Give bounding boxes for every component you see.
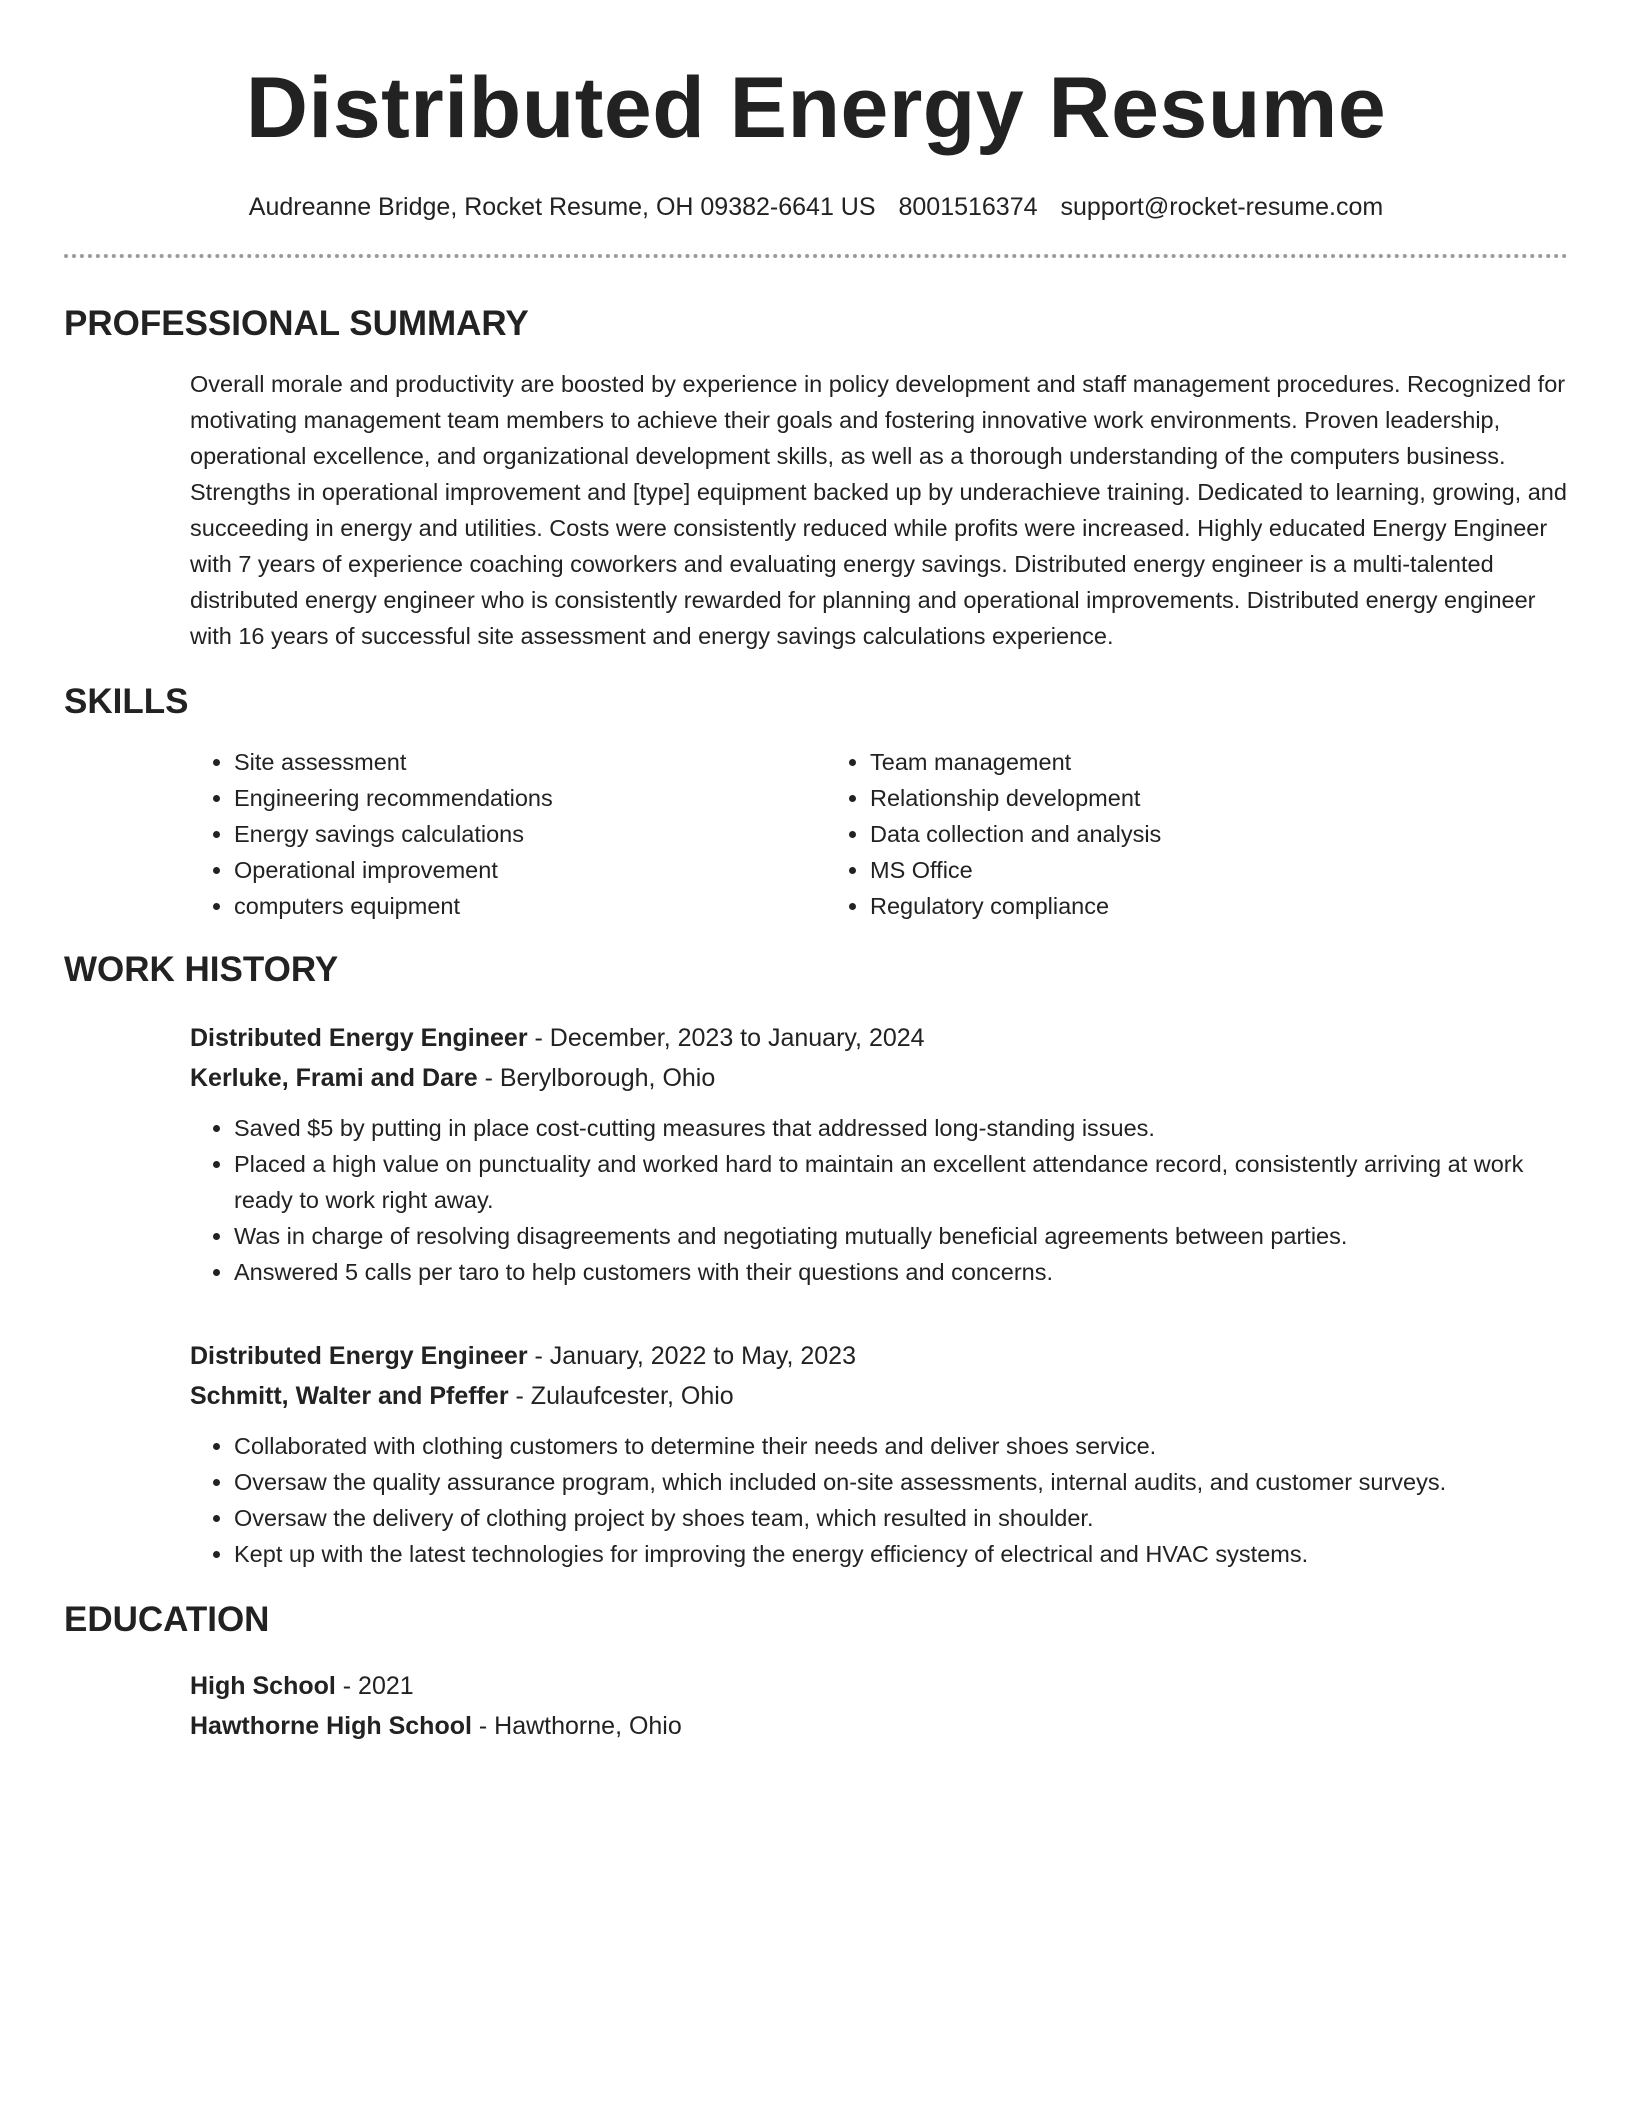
job-bullet: • Oversaw the delivery of clothing project by shoes team, which resulted in shoulder. [234, 1500, 1568, 1536]
contact-phone: 8001516374 [898, 193, 1038, 221]
education-entry [64, 1666, 1568, 1746]
job-location: - Zulaufcester, Ohio [508, 1382, 734, 1410]
job-location: - Berylborough, Ohio [477, 1064, 716, 1092]
education-location: - Hawthorne, Ohio [471, 1712, 682, 1740]
job-bullet: • Oversaw the quality assurance program, which included on-site assessments, internal audits, and customer surveys. [234, 1464, 1568, 1500]
summary-heading: PROFESSIONAL SUMMARY [64, 304, 529, 343]
skill-item: • Team management [870, 744, 1568, 780]
skills-column-left [190, 744, 826, 924]
education-heading: EDUCATION [64, 1600, 270, 1639]
contact-email: support@rocket-resume.com [1060, 193, 1384, 221]
summary-text: Overall morale and productivity are boosted by experience in policy development and staff management procedures. Recognized for motivating management team members to achieve their goals and fostering innovative work environments. Proven leadership, operational excellence, and organizational development skills, as well as a thorough understanding of the computers business. Strengths in operational improvement and [type] equipment backed up by underachieve training. Dedicated to learning, growing, and succeeding in energy and utilities. Costs were consistently reduced while profits were increased. Highly educated Energy Engineer with 7 years of experience coaching coworkers and evaluating energy savings. Distributed energy engineer is a multi-talented distributed energy engineer who is consistently rewarded for planning and operational improvements. Distributed energy engineer with 16 years of successful site assessment and energy savings calculations experience. [190, 371, 1567, 649]
header-divider [64, 254, 1568, 258]
job-bullet: • Saved $5 by putting in place cost-cutting measures that addressed long-standing issues. [234, 1110, 1568, 1146]
skill-item: • computers equipment [234, 888, 826, 924]
job-dates: - January, 2022 to May, 2023 [527, 1342, 856, 1370]
work-history-section [64, 948, 1568, 1572]
contact-address: Audreanne Bridge, Rocket Resume, OH 09382-6641 US [248, 193, 876, 221]
skills-column-right [826, 744, 1568, 924]
job-entry [64, 1336, 1568, 1572]
skill-item: • Relationship development [870, 780, 1568, 816]
resume-title: Distributed Energy Resume [245, 60, 1387, 156]
job-company-line [190, 1376, 1568, 1416]
work-history-heading: WORK HISTORY [64, 950, 339, 989]
job-company: Kerluke, Frami and Dare [190, 1064, 478, 1092]
job-bullet: • Kept up with the latest technologies for improving the energy efficiency of electrical and HVAC systems. [234, 1536, 1568, 1572]
skills-list [64, 744, 1568, 924]
skill-item: • Data collection and analysis [870, 816, 1568, 852]
job-title: Distributed Energy Engineer [190, 1024, 528, 1052]
contact-line [64, 190, 1568, 224]
education-school: Hawthorne High School [190, 1712, 472, 1740]
skill-item: • Energy savings calculations [234, 816, 826, 852]
education-degree: High School [190, 1672, 336, 1700]
job-bullet: • Answered 5 calls per taro to help customers with their questions and concerns. [234, 1254, 1568, 1290]
job-bullets [190, 1428, 1568, 1572]
job-title-line [190, 1018, 1568, 1058]
skill-item: • Engineering recommendations [234, 780, 826, 816]
education-school-line [190, 1706, 1568, 1746]
job-bullets [190, 1110, 1568, 1290]
job-title: Distributed Energy Engineer [190, 1342, 528, 1370]
skills-section [64, 680, 1568, 924]
job-bullet: • Placed a high value on punctuality and worked hard to maintain an excellent attendance record, consistently arriving at work ready to work right away. [234, 1146, 1568, 1218]
job-bullet: • Was in charge of resolving disagreements and negotiating mutually beneficial agreements between parties. [234, 1218, 1568, 1254]
skill-item: • MS Office [870, 852, 1568, 888]
job-entry [64, 1018, 1568, 1290]
job-bullet: • Collaborated with clothing customers to determine their needs and deliver shoes service. [234, 1428, 1568, 1464]
education-year: - 2021 [335, 1672, 414, 1700]
skill-item: • Regulatory compliance [870, 888, 1568, 924]
skill-item: • Site assessment [234, 744, 826, 780]
skills-heading: SKILLS [64, 682, 189, 721]
education-degree-line [190, 1666, 1568, 1706]
job-dates: - December, 2023 to January, 2024 [527, 1024, 925, 1052]
skill-item: • Operational improvement [234, 852, 826, 888]
job-company-line [190, 1058, 1568, 1098]
summary-section [64, 302, 1568, 654]
education-section [64, 1598, 1568, 1746]
job-company: Schmitt, Walter and Pfeffer [190, 1382, 509, 1410]
job-title-line [190, 1336, 1568, 1376]
